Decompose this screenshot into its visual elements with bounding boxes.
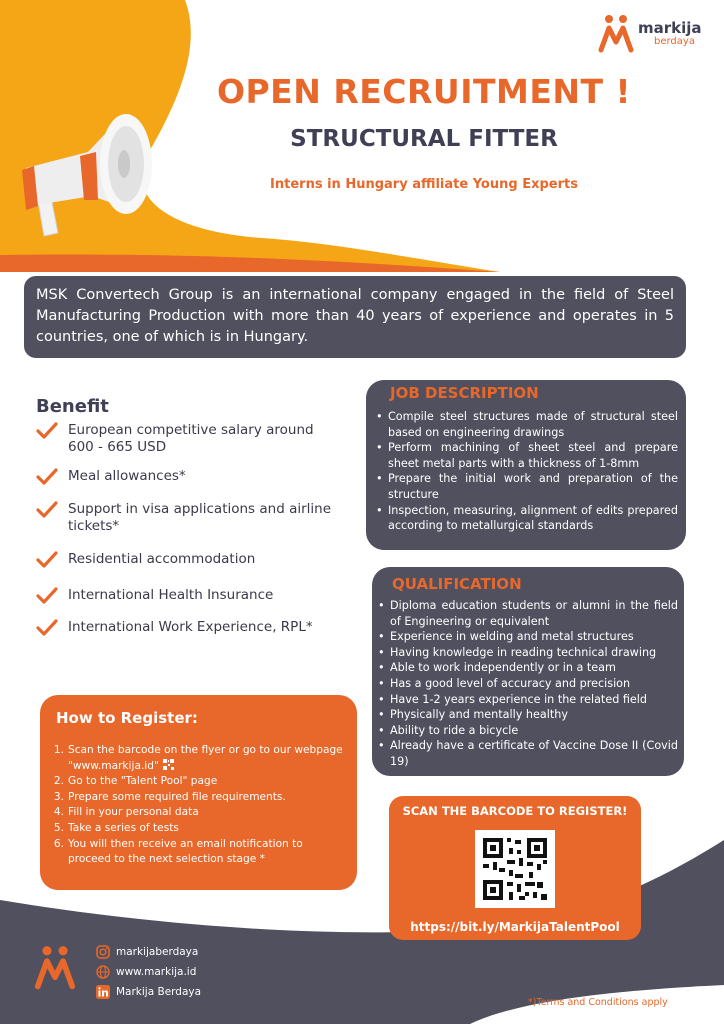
markija-logo-icon (598, 14, 634, 54)
list-item: • Able to work independently or in a team (376, 660, 678, 676)
headline: OPEN RECRUITMENT ! (216, 72, 632, 111)
terms-note: *)Terms and Conditions apply (528, 997, 668, 1008)
benefit-text: European competitive salary around 600 - 665 USD (68, 422, 314, 455)
register-url-link[interactable]: https://bit.ly/MarkijaTalentPool (410, 920, 620, 934)
instagram-icon (96, 945, 110, 959)
check-icon (36, 551, 58, 569)
check-icon (36, 587, 58, 605)
benefit-text: Residential accommodation (68, 551, 256, 567)
logo-name: markija (638, 19, 702, 37)
register-steps (52, 743, 345, 868)
how-to-register-card (40, 695, 357, 890)
position-title: STRUCTURAL FITTER (290, 126, 558, 152)
register-step-text: Take a series of tests (68, 821, 179, 834)
list-item: • Diploma education students or alumni in the field of Engineering or equivalent (376, 598, 678, 629)
register-step: 5. Take a series of tests (52, 821, 345, 837)
job-description-list (374, 409, 678, 534)
website-link: www.markija.id (116, 966, 197, 978)
benefit-item (36, 619, 336, 637)
benefit-item (36, 501, 336, 535)
scan-title: SCAN THE BARCODE TO REGISTER! (402, 804, 628, 818)
list-item: • Having knowledge in reading technical drawing (376, 645, 678, 661)
list-item: • Perform machining of sheet steel and prepare sheet metal parts with a thickness of 1-8mm (374, 440, 678, 471)
benefit-text: Support in visa applications and airline tickets* (68, 501, 332, 534)
register-step: 3. Prepare some required file requirements. (52, 790, 345, 806)
logo-sub: berdaya (654, 36, 695, 47)
list-item: • Have 1-2 years experience in the related field (376, 692, 678, 708)
list-item: • Inspection, measuring, alignment of edits prepared according to metallurgical standards (374, 503, 678, 534)
register-step-text: Fill in your personal data (68, 806, 199, 819)
benefit-item (36, 422, 336, 456)
list-item: • Ability to ride a bicycle (376, 723, 678, 739)
register-step: 6. You will then receive an email notification to proceed to the next selection stage * (52, 837, 345, 868)
qualification-list (376, 598, 678, 770)
linkedin-icon (96, 985, 110, 999)
benefit-text: Meal allowances* (68, 468, 186, 484)
check-icon (36, 468, 58, 486)
markija-logo (598, 14, 702, 54)
company-intro: MSK Convertech Group is an international company engaged in the field of Steel Manufacturing Production with more than 40 years of experience and operates in 5 countries, one of which is in Hungary. (24, 276, 686, 358)
footer-logo-icon (34, 945, 76, 991)
register-step: 1. Scan the barcode on the flyer or go to our webpage "www.markija.id" (53, 744, 343, 772)
linkedin-name: Markija Berdaya (116, 986, 202, 998)
social-website[interactable] (96, 965, 196, 979)
list-item: • Compile steel structures made of structural steel based on engineering drawings (374, 409, 678, 440)
check-icon (36, 422, 58, 440)
qualification-card (372, 567, 684, 776)
benefit-item (36, 468, 336, 486)
qualification-title: QUALIFICATION (392, 575, 522, 593)
benefit-text: International Health Insurance (68, 587, 274, 603)
check-icon (36, 501, 58, 519)
qr-code[interactable] (475, 830, 555, 908)
register-step: 4. Fill in your personal data (52, 805, 345, 821)
benefit-item (36, 551, 336, 569)
check-icon (36, 619, 58, 637)
list-item: • Has a good level of accuracy and precision (376, 676, 678, 692)
instagram-handle: markijaberdaya (116, 946, 199, 958)
list-item: • Experience in welding and metal structures (376, 629, 678, 645)
qr-code-icon (163, 759, 174, 770)
benefit-title: Benefit (36, 396, 109, 417)
job-description-card (366, 380, 686, 550)
globe-icon (96, 965, 110, 979)
register-step-text: Scan the barcode on the flyer or go to our webpage "www.markija.id" (68, 744, 343, 772)
register-step-text: You will then receive an email notification to proceed to the next selection stage * (68, 837, 303, 866)
benefit-item (36, 587, 336, 605)
register-step-text: Prepare some required file requirements. (68, 790, 286, 803)
social-linkedin[interactable] (96, 985, 201, 999)
register-step-text: Go to the "Talent Pool" page (68, 775, 218, 788)
scan-barcode-card (389, 796, 641, 940)
list-item: • Prepare the initial work and preparation of the structure (374, 471, 678, 502)
social-instagram[interactable] (96, 945, 198, 959)
list-item: • Physically and mentally healthy (376, 707, 678, 723)
register-title: How to Register: (56, 709, 198, 727)
qr-code-image (475, 830, 555, 908)
register-step: 2. Go to the "Talent Pool" page (52, 774, 345, 790)
list-item: • Already have a certificate of Vaccine Dose II (Covid 19) (376, 738, 678, 769)
tagline: Interns in Hungary affiliate Young Experts (270, 177, 578, 192)
job-description-title: JOB DESCRIPTION (390, 384, 539, 402)
benefit-text: International Work Experience, RPL* (68, 619, 313, 635)
